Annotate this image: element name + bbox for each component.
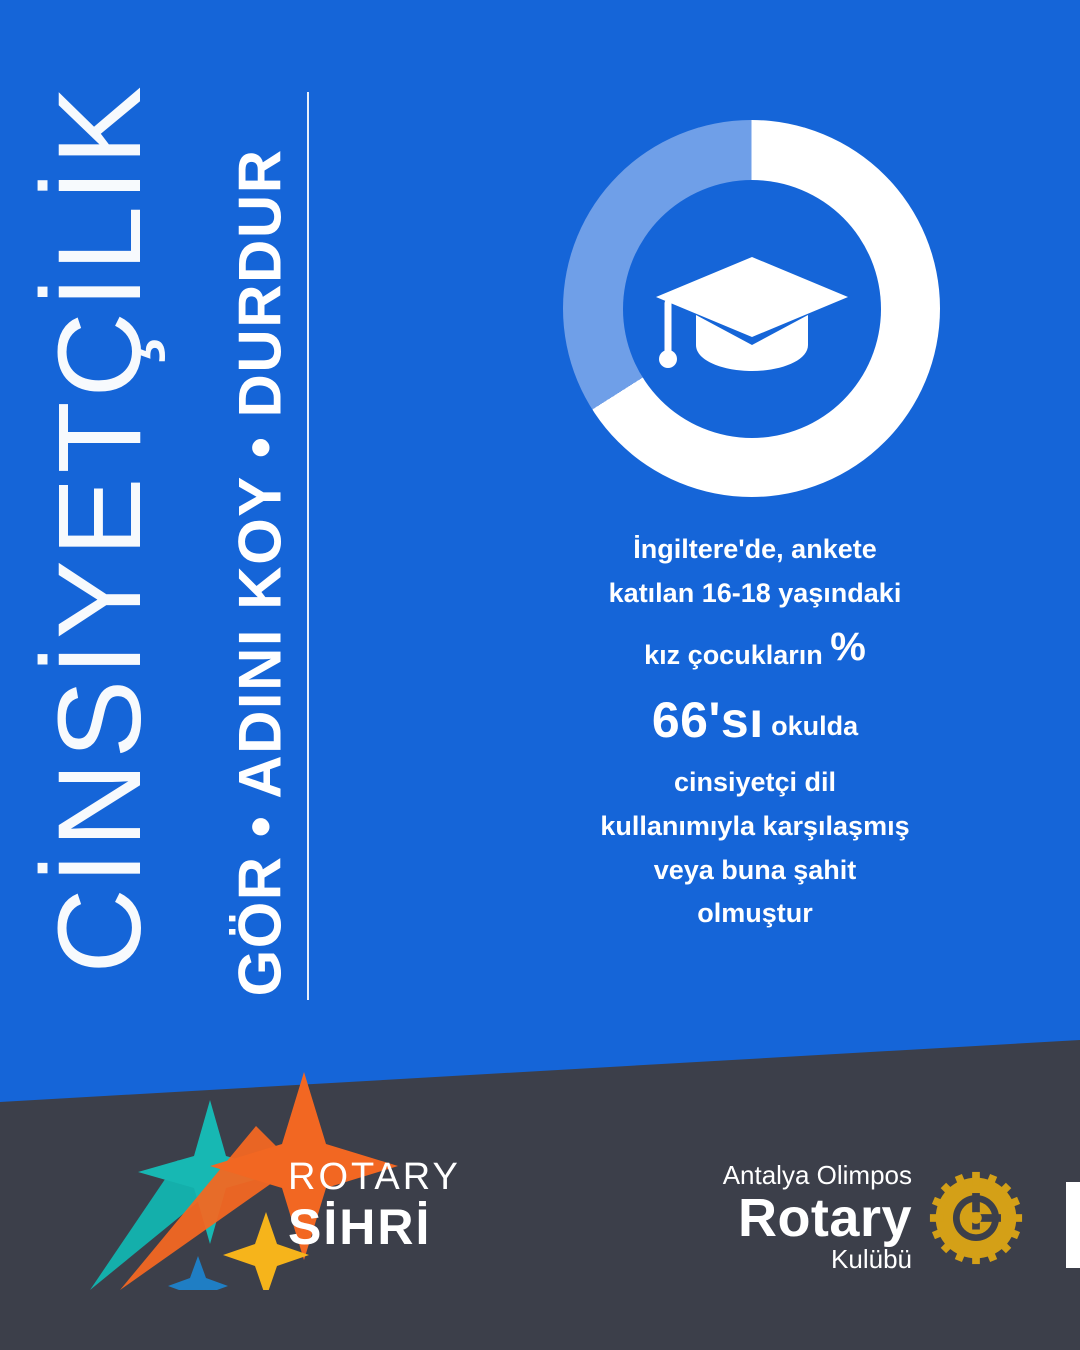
footer-edge-tab	[1066, 1182, 1080, 1268]
rotary-sihri-line-2: SİHRİ	[288, 1199, 432, 1255]
stat-line-7: veya buna şahit	[653, 854, 857, 885]
stat-paragraph	[545, 528, 965, 936]
page-title: CİNSİYETÇİLİK	[34, 82, 166, 974]
percent-sign: %	[830, 625, 866, 670]
stat-line-6: kullanımıyla karşılaşmış	[600, 811, 910, 841]
rotary-sihri-logo	[60, 1040, 480, 1290]
rotary-wheel-icon	[928, 1170, 1024, 1266]
club-logo	[723, 1148, 1024, 1288]
stat-line-4-text: okulda	[771, 711, 859, 742]
rotary-sihri-line-1: ROTARY	[288, 1156, 461, 1198]
left-title-block	[0, 0, 340, 1050]
stat-line-1: İngiltere'de, ankete	[633, 534, 877, 564]
stat-line-3-text: kız çocukların	[644, 640, 823, 671]
stat-line-3	[545, 615, 965, 680]
page-subtitle: GÖR • ADINI KOY • DURDUR	[226, 148, 294, 997]
graduation-cap-icon	[652, 241, 852, 381]
club-name-top: Antalya Olimpos	[722, 1160, 912, 1191]
club-logo-text	[723, 1162, 912, 1273]
donut-chart	[563, 120, 940, 497]
club-name-bottom: Kulübü	[831, 1244, 912, 1275]
club-name-main: Rotary	[737, 1187, 912, 1248]
stat-line-4	[545, 680, 965, 761]
vertical-divider	[307, 92, 309, 1000]
stat-line-8: olmuştur	[697, 898, 813, 929]
stat-line-2: katılan 16-18 yaşındaki	[608, 577, 902, 608]
rotary-sihri-text	[288, 1156, 461, 1255]
stat-big-number: 66'sı	[651, 692, 764, 749]
stat-line-5: cinsiyetçi dil	[673, 767, 837, 798]
